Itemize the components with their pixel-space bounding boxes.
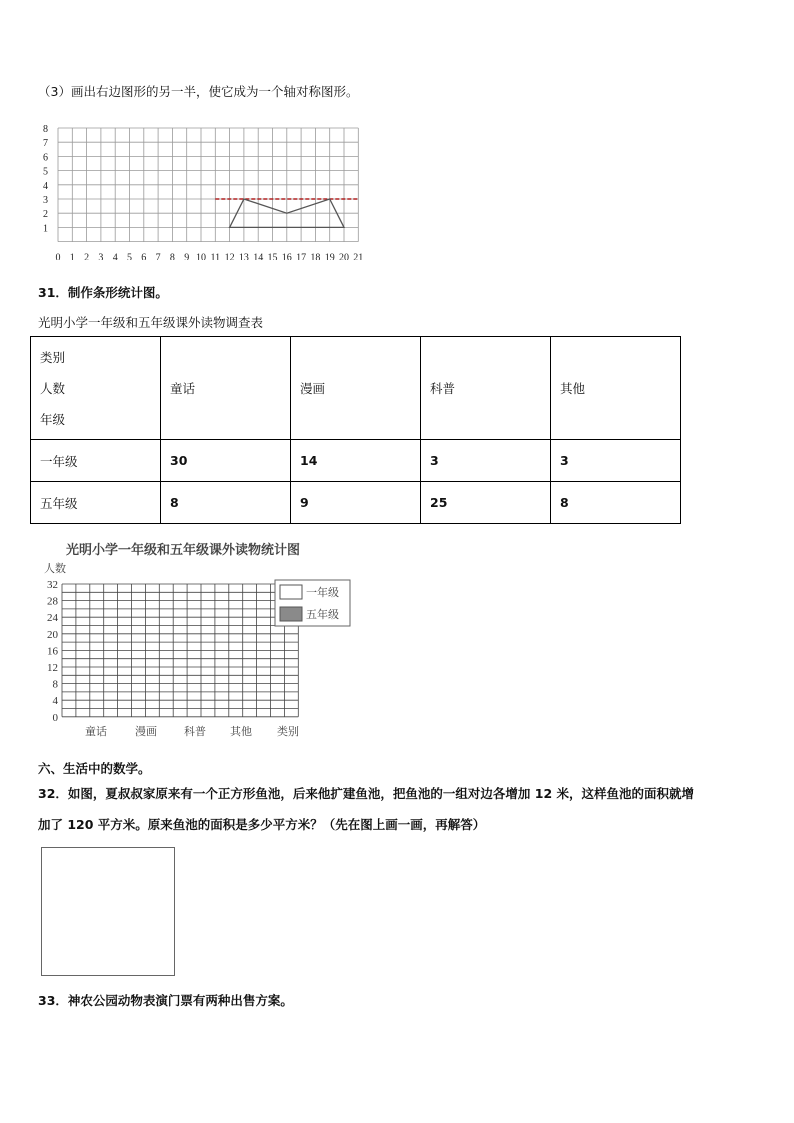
chart-category-label: 科普 xyxy=(184,724,206,738)
grade-cell: 一年级 xyxy=(31,440,161,482)
chart-y-tick-label: 28 xyxy=(47,595,58,608)
y-tick-label: 3 xyxy=(43,195,48,206)
y-tick-label: 2 xyxy=(43,209,48,221)
chart-y-tick-label: 24 xyxy=(47,612,58,625)
q31-title: 31．制作条形统计图。 xyxy=(38,285,168,300)
table-row xyxy=(31,482,681,524)
q32-line1: 32．如图，夏叔叔家原来有一个正方形鱼池，后来他扩建鱼池，把鱼池的一组对边各增加 12 米，这样鱼池的面积就增 xyxy=(38,786,694,801)
y-tick-label: 7 xyxy=(43,138,48,150)
header-science: 科普 xyxy=(421,337,551,440)
x-tick-label: 10 xyxy=(196,252,206,260)
x-tick-label: 0 xyxy=(55,252,61,260)
x-tick-label: 17 xyxy=(296,252,307,260)
value-cell: 3 xyxy=(421,440,551,482)
legend-label: 五年级 xyxy=(306,608,339,621)
chart-category-label: 童话 xyxy=(85,724,107,738)
x-tick-label: 4 xyxy=(112,252,118,260)
header-comics: 漫画 xyxy=(291,337,421,440)
corner-label-category: 类别 xyxy=(40,349,66,365)
value-cell: 14 xyxy=(291,440,421,482)
x-tick-label: 21 xyxy=(353,252,364,260)
x-tick-label: 7 xyxy=(155,252,161,260)
x-tick-label: 12 xyxy=(224,252,235,260)
q30-part3-text: （3）画出右边图形的另一半，使它成为一个轴对称图形。 xyxy=(38,84,359,99)
header-fairy-tales: 童话 xyxy=(161,337,291,440)
q33-text: 33．神农公园动物表演门票有两种出售方案。 xyxy=(38,993,293,1008)
y-tick-label: 6 xyxy=(43,152,48,164)
x-tick-label: 2 xyxy=(84,252,90,260)
coordinate-grid xyxy=(36,120,371,260)
y-tick-label: 5 xyxy=(43,166,48,178)
x-tick-label: 16 xyxy=(281,252,292,260)
x-tick-label: 8 xyxy=(169,252,175,260)
x-tick-label: 6 xyxy=(141,252,147,260)
value-cell: 25 xyxy=(421,482,551,524)
value-cell: 30 xyxy=(161,440,291,482)
grade-cell: 五年级 xyxy=(31,482,161,524)
y-tick-label: 4 xyxy=(43,180,48,192)
x-tick-label: 5 xyxy=(127,252,132,260)
corner-label-count: 人数 xyxy=(40,380,66,396)
x-tick-label: 1 xyxy=(69,252,75,260)
square-pond-figure xyxy=(41,847,175,976)
x-tick-label: 14 xyxy=(253,252,264,260)
chart-title: 光明小学一年级和五年级课外读物统计图 xyxy=(66,543,301,558)
value-cell: 8 xyxy=(161,482,291,524)
value-cell: 3 xyxy=(551,440,681,482)
x-tick-label: 19 xyxy=(324,252,335,260)
chart-y-tick-label: 8 xyxy=(52,678,58,691)
x-tick-label: 9 xyxy=(184,252,190,260)
q32-line2: 加了 120 平方米。原来鱼池的面积是多少平方米？（先在图上画一画，再解答） xyxy=(38,817,486,832)
chart-y-tick-label: 4 xyxy=(52,695,58,708)
legend-swatch xyxy=(280,607,302,621)
x-tick-label: 15 xyxy=(267,252,278,260)
legend-label: 一年级 xyxy=(306,586,339,599)
chart-y-tick-label: 0 xyxy=(52,711,58,724)
chart-y-label: 人数 xyxy=(44,562,66,575)
chart-category-label: 漫画 xyxy=(135,724,157,738)
chart-y-tick-label: 12 xyxy=(47,662,58,674)
survey-table xyxy=(30,336,681,524)
header-other: 其他 xyxy=(551,337,681,440)
chart-x-label: 类别 xyxy=(277,724,299,738)
x-tick-label: 18 xyxy=(310,252,321,260)
x-tick-label: 3 xyxy=(98,252,104,260)
table-row xyxy=(31,440,681,482)
x-tick-label: 13 xyxy=(238,252,249,260)
x-tick-label: 11 xyxy=(210,252,221,260)
value-cell: 9 xyxy=(291,482,421,524)
legend-swatch xyxy=(280,585,302,599)
corner-label-grade: 年级 xyxy=(40,411,66,427)
chart-y-tick-label: 16 xyxy=(47,645,58,658)
section6-heading: 六、生活中的数学。 xyxy=(38,761,151,776)
table-header-row xyxy=(31,337,681,440)
x-tick-label: 20 xyxy=(339,252,349,260)
chart-y-tick-label: 20 xyxy=(47,628,58,641)
blank-bar-chart xyxy=(30,538,360,743)
y-tick-label: 8 xyxy=(43,124,48,135)
y-tick-label: 1 xyxy=(43,223,48,235)
corner-cell xyxy=(31,337,161,440)
value-cell: 8 xyxy=(551,482,681,524)
chart-category-label: 其他 xyxy=(230,724,252,738)
chart-y-tick-label: 32 xyxy=(47,579,58,591)
table-caption: 光明小学一年级和五年级课外读物调查表 xyxy=(38,315,264,330)
